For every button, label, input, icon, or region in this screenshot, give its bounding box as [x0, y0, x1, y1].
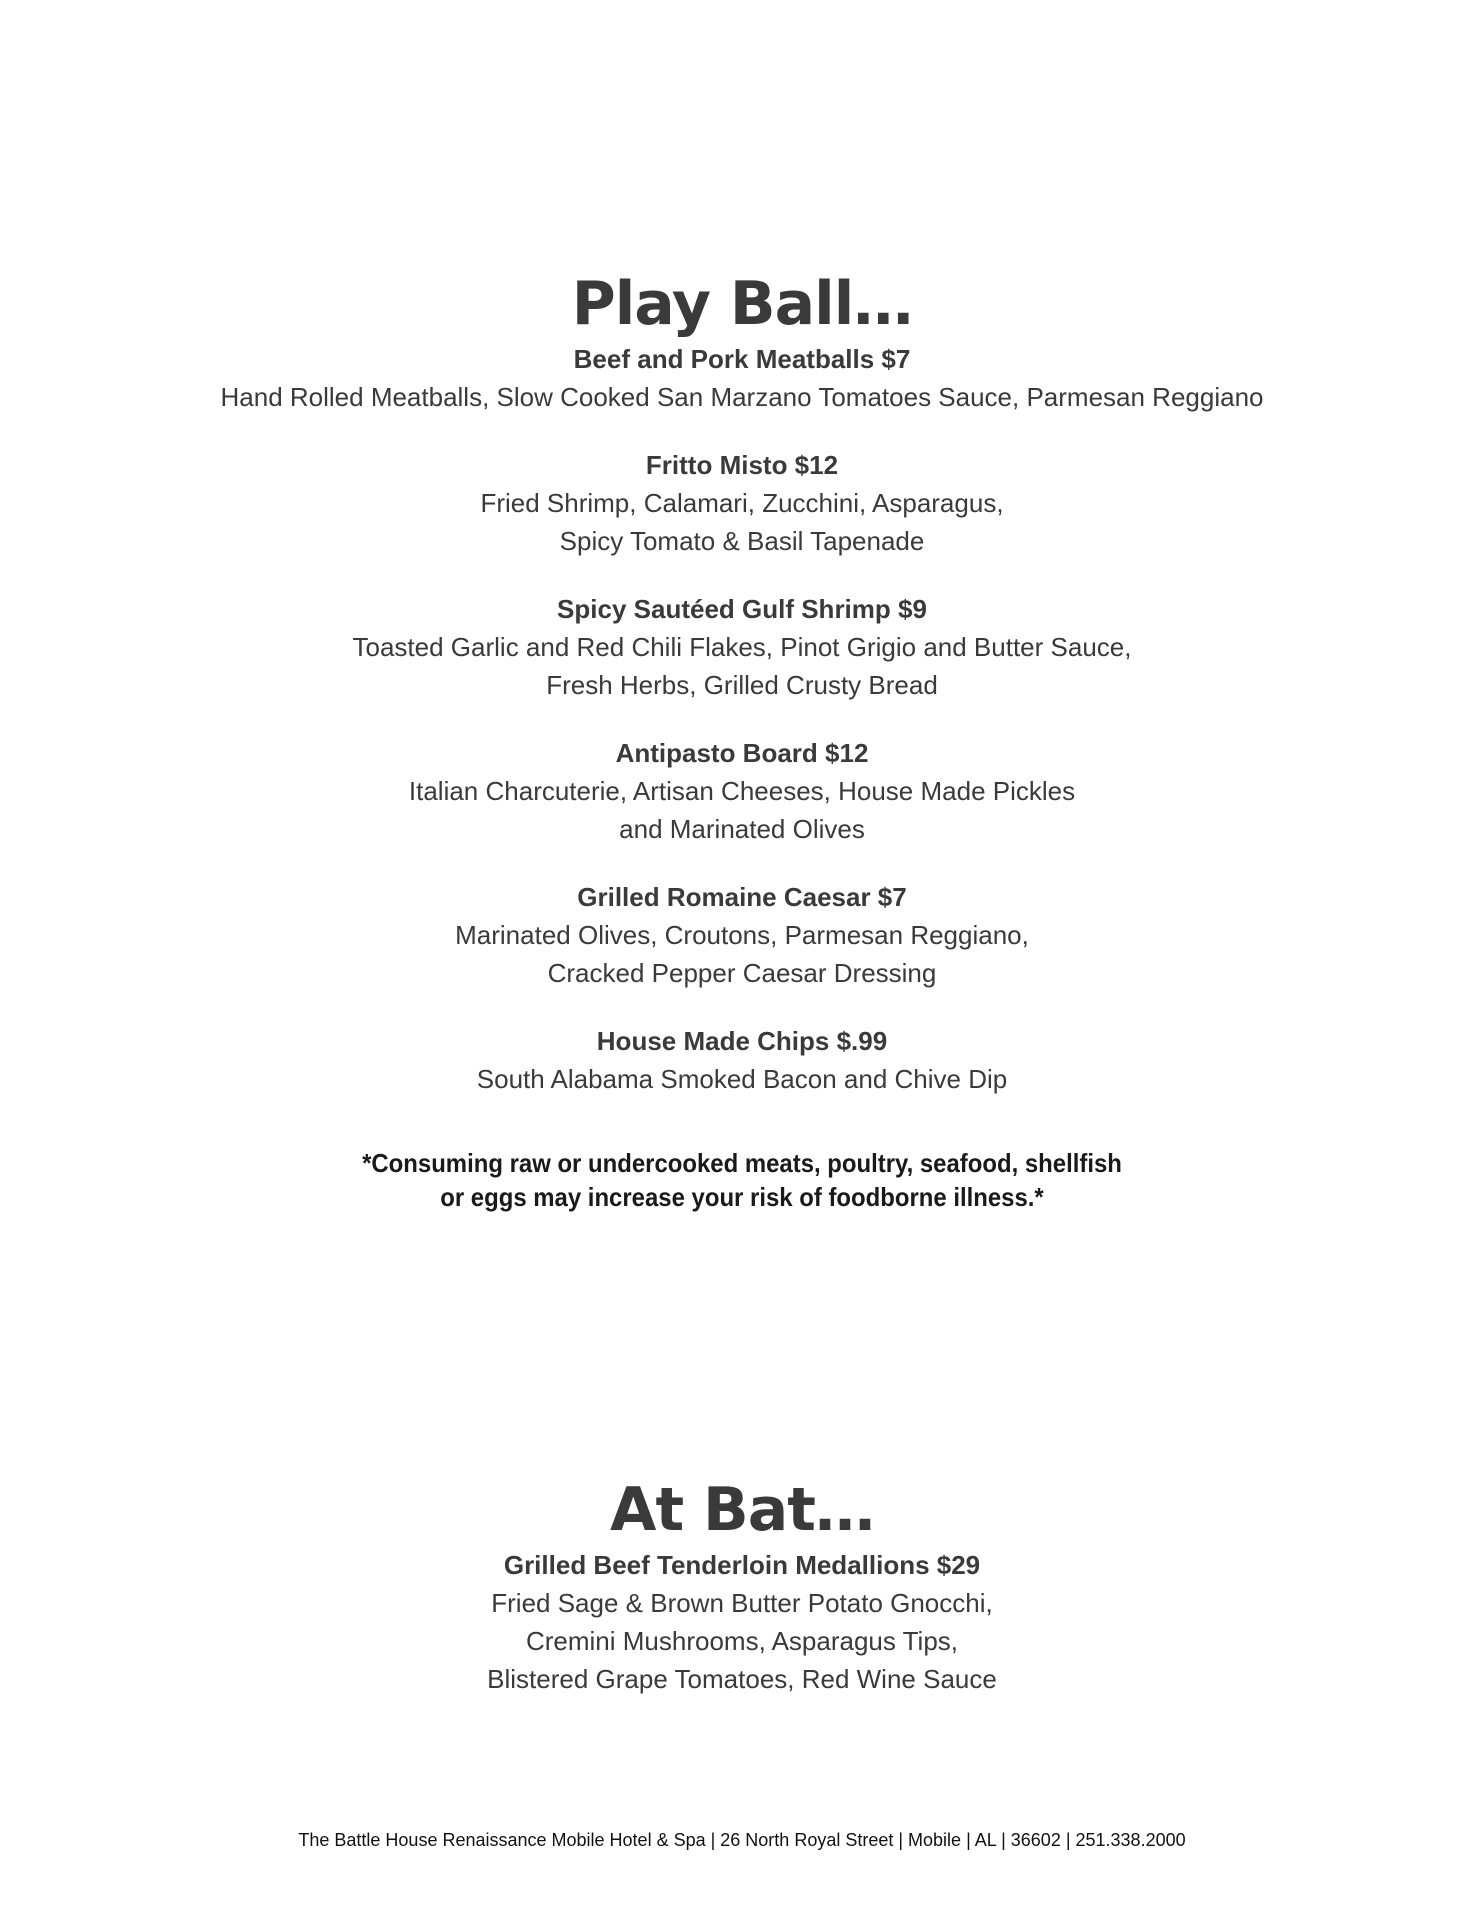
menu-item-description: Cracked Pepper Caesar Dressing — [547, 958, 937, 988]
menu-item-name: Beef and Pork Meatballs $7 — [573, 344, 911, 374]
menu-item-description: Fried Shrimp, Calamari, Zucchini, Asparagus, — [480, 488, 1004, 518]
menu-item — [0, 590, 1484, 704]
menu-item-name: Fritto Misto $12 — [645, 450, 839, 480]
menu-item-description: Italian Charcuterie, Artisan Cheeses, House Made Pickles — [408, 776, 1076, 806]
hotel-address-footer: The Battle House Renaissance Mobile Hotel & Spa | 26 North Royal Street | Mobile | AL | 36602 | 251.338.2000 — [298, 1830, 1186, 1850]
menu-item-description: Cremini Mushrooms, Asparagus Tips, — [525, 1626, 959, 1656]
menu-item-description: Fresh Herbs, Grilled Crusty Bread — [546, 670, 938, 700]
menu-item-description: and Marinated Olives — [619, 814, 865, 844]
section-title: At Bat… — [610, 1475, 874, 1545]
menu-item-description: South Alabama Smoked Bacon and Chive Dip — [476, 1064, 1008, 1094]
menu-section-at-bat — [0, 1474, 1484, 1698]
menu-item — [0, 1546, 1484, 1698]
menu-item — [0, 1022, 1484, 1098]
warning-line: *Consuming raw or undercooked meats, poultry, seafood, shellfish — [362, 1148, 1122, 1178]
warning-line: or eggs may increase your risk of foodborne illness.* — [440, 1182, 1044, 1212]
menu-item-description: Marinated Olives, Croutons, Parmesan Reggiano, — [455, 920, 1029, 950]
menu-item-name: House Made Chips $.99 — [596, 1026, 888, 1056]
menu-item-name: Grilled Beef Tenderloin Medallions $29 — [503, 1550, 981, 1580]
menu-item-description: Blistered Grape Tomatoes, Red Wine Sauce — [487, 1664, 997, 1694]
menu-item-name: Antipasto Board $12 — [615, 738, 869, 768]
menu-item-description: Toasted Garlic and Red Chili Flakes, Pinot Grigio and Butter Sauce, — [352, 632, 1132, 662]
food-safety-warning — [59, 1146, 1424, 1214]
section-title: Play Ball… — [571, 269, 913, 339]
menu-item — [0, 446, 1484, 560]
menu-section-play-ball — [0, 268, 1484, 1098]
menu-item — [0, 340, 1484, 416]
menu-item-description: Spicy Tomato & Basil Tapenade — [559, 526, 925, 556]
menu-item-description: Fried Sage & Brown Butter Potato Gnocchi, — [491, 1588, 993, 1618]
menu-item-description: Hand Rolled Meatballs, Slow Cooked San Marzano Tomatoes Sauce, Parmesan Reggiano — [220, 382, 1264, 412]
menu-item — [0, 734, 1484, 848]
menu-item-name: Grilled Romaine Caesar $7 — [577, 882, 907, 912]
menu-item-name: Spicy Sautéed Gulf Shrimp $9 — [557, 594, 927, 624]
menu-item — [0, 878, 1484, 992]
